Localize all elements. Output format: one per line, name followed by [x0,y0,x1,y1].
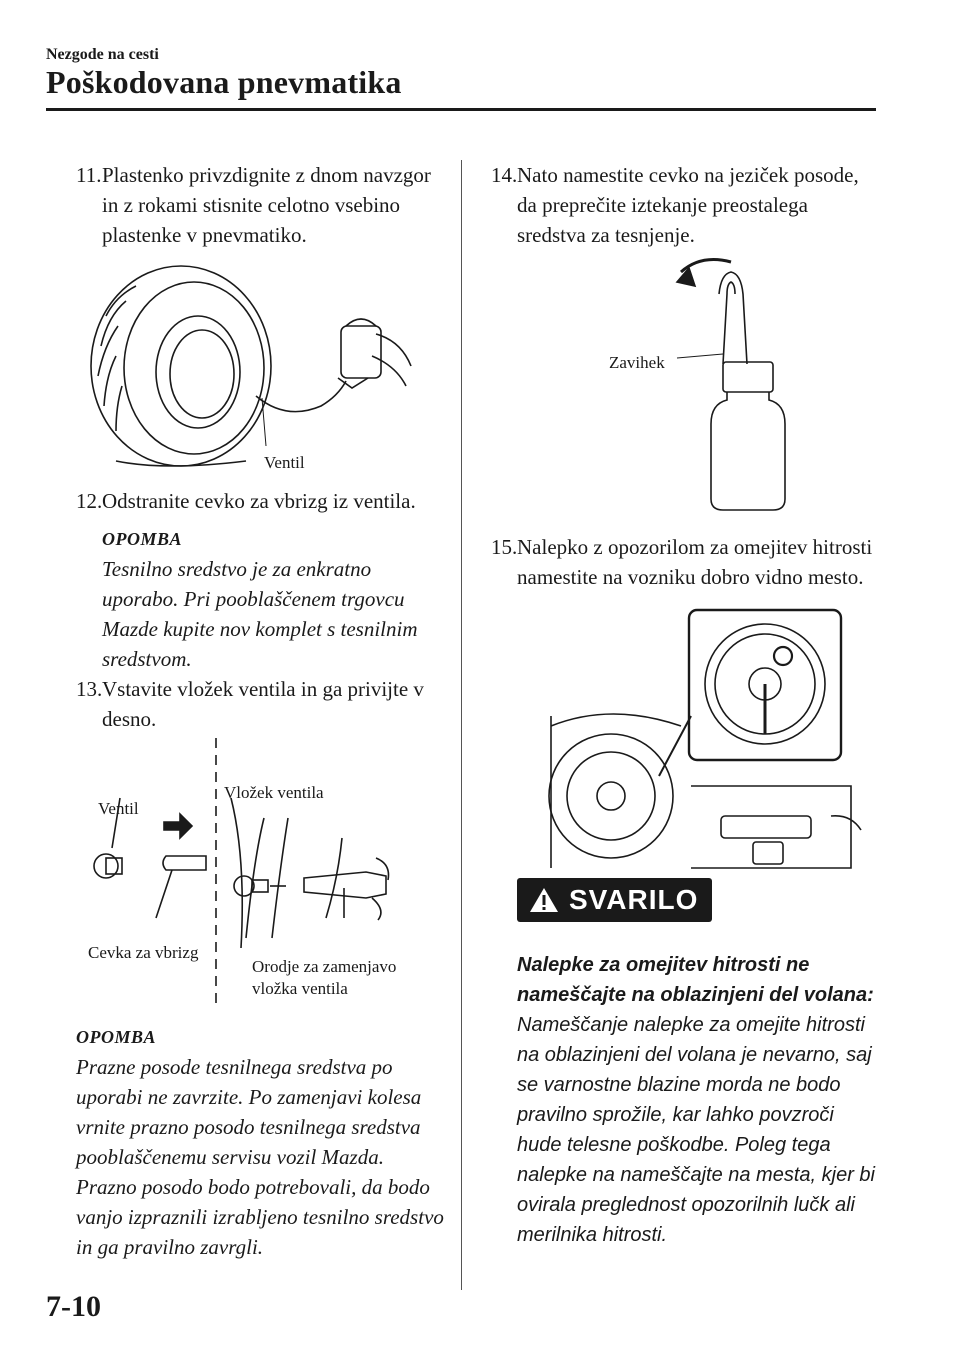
warning-block [491,878,881,1250]
label-valve-fig1: Ventil [264,453,305,472]
warning-text: Nameščanje nalepke za omejite hitrosti na oblazinjeni del volana je nevarno, saj se varnostne blazine morda ne bodo pravilno sprožile, kar lahko povzroči hude telesne poškodbe. Poleg tega nalepke na nameščajte na mesta, kjer bi ovirala preglednost opozorilnih lučk ali merilnika hitrosti. [517,1014,875,1246]
figure-dashboard-sticker [491,606,881,876]
figure-tire-bottle [76,256,446,476]
bottle-tab-illustration [491,254,881,524]
left-column [76,160,446,1262]
page-title: Poškodovana pnevmatika [46,64,402,100]
step-14: 14.Nato namestite cevko na jeziček posode, da preprečite iztekanje preostalega sredstva za tesnjenje. [491,163,859,247]
label-valve-fig2: Ventil [98,799,139,818]
warning-heading: Nalepke za omejitev hitrosti ne nameščajte na oblazinjeni del volana: [517,954,874,1006]
tire-bottle-illustration [76,256,446,476]
label-tool-line2: vložka ventila [252,979,348,998]
warning-triangle-icon [529,887,559,913]
label-valve-core: Vložek ventila [224,783,324,802]
warning-badge-text: SVARILO [569,884,699,915]
warning-badge [517,878,712,922]
header-section: Nezgode na cesti [46,46,159,63]
step-15: 15.Nalepko z opozorilom za omejitev hitrosti namestite na vozniku dobro vidno mesto. [491,535,873,589]
note-2: OPOMBA Prazne posode tesnilnega sredstva po uporabi ne zavrzite. Po zamenjavi kolesa vrnite prazno posodo tesnilnega sredstva pooblaščenemu servisu vozil Mazda. Prazno posodo bodo potrebovali, da bodo vanjo izpraznili izrabljeno tesnilno sredstvo in ga pravilno zavrgli. [76,1027,444,1259]
header-rule [46,108,876,111]
right-column [491,160,881,1250]
step-12: 12.Odstranite cevko za vbrizg iz ventila. [76,489,416,513]
figure-valve-core [76,738,446,1008]
label-tab: Zavihek [609,353,665,372]
page-number: 7-10 [46,1290,101,1323]
dashboard-illustration [491,606,881,876]
label-tool-line1: Orodje za zamenjavo [252,957,397,976]
step-11: 11.Plastenko privzdignite z dnom navzgor in z rokami stisnite celotno vsebino plastenke v pnevmatiko. [76,163,431,247]
step-13: 13.Vstavite vložek ventila in ga privijte v desno. [76,677,424,731]
label-injection-hose: Cevka za vbrizg [88,943,199,962]
figure-bottle-tab [491,254,881,524]
column-divider [461,160,462,1290]
note-1: OPOMBA Tesnilno sredstvo je za enkratno uporabo. Pri pooblaščenem trgovcu Mazde kupite nov komplet s tesnilnim sredstvom. [102,529,418,671]
